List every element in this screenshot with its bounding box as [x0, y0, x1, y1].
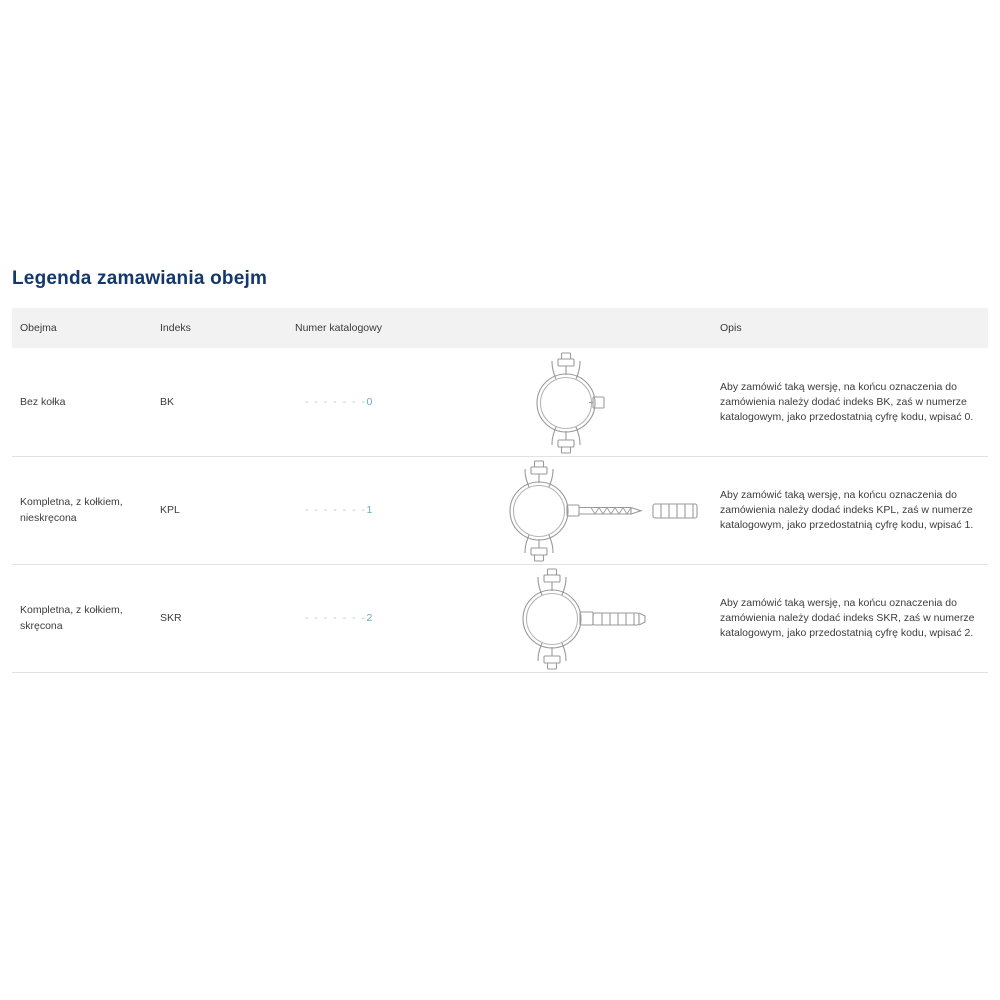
cell-numer-katalogowy [287, 349, 467, 457]
column-header-rysunek [467, 308, 712, 349]
table-header-row [12, 308, 988, 349]
table-body [12, 349, 988, 673]
cell-opis: Aby zamówić taką wersję, na końcu oznaczenia do zamówienia należy dodać indeks BK, zaś w numerze katalogowym, jako przedostatnią cyfrę kodu, wpisać 0. [720, 380, 974, 424]
catalogue-code [305, 503, 374, 518]
code-dashes: - - - - - - - [305, 395, 367, 408]
cell-indeks: BK [160, 395, 175, 408]
code-dashes: - - - - - - - [305, 611, 367, 624]
table-header [12, 308, 988, 349]
cell-indeks: KPL [160, 503, 180, 516]
cell-drawing [467, 565, 712, 673]
code-dashes: - - - - - - - [305, 503, 367, 516]
column-header-opis: Opis [712, 308, 988, 349]
cell-numer-katalogowy [287, 457, 467, 565]
page-title: Legenda zamawiania obejm [12, 268, 268, 289]
table-row [12, 457, 988, 565]
column-header-obejma: Obejma [12, 308, 152, 349]
clamp-without-dowel-icon [494, 351, 694, 455]
cell-drawing [467, 349, 712, 457]
cell-obejma: Kompletna, z kołkiem, nieskręcona [20, 496, 123, 524]
column-header-indeks: Indeks [152, 308, 287, 349]
cell-indeks: SKR [160, 611, 182, 624]
clamp-ordering-legend-table [12, 308, 988, 673]
code-digit: 0 [366, 395, 374, 408]
catalogue-code [305, 611, 374, 626]
code-digit: 1 [366, 503, 374, 516]
clamp-with-dowel-loose-icon [481, 459, 706, 563]
cell-obejma: Bez kołka [20, 395, 66, 408]
cell-opis: Aby zamówić taką wersję, na końcu oznaczenia do zamówienia należy dodać indeks KPL, zaś w numerze katalogowym, jako przedostatnią cyfrę kodu, wpisać 1. [720, 488, 974, 532]
clamp-with-dowel-assembled-icon [494, 567, 694, 671]
cell-numer-katalogowy [287, 565, 467, 673]
code-digit: 2 [366, 611, 374, 624]
legend-section [0, 268, 1000, 673]
cell-obejma: Kompletna, z kołkiem, skręcona [20, 604, 123, 632]
table-row [12, 349, 988, 457]
catalogue-code [305, 395, 374, 410]
cell-drawing [467, 457, 712, 565]
cell-opis: Aby zamówić taką wersję, na końcu oznaczenia do zamówienia należy dodać indeks SKR, zaś w numerze katalogowym, jako przedostatnią cyfrę kodu, wpisać 2. [720, 596, 975, 640]
table-row [12, 565, 988, 673]
column-header-numer-katalogowy: Numer katalogowy [287, 308, 467, 349]
